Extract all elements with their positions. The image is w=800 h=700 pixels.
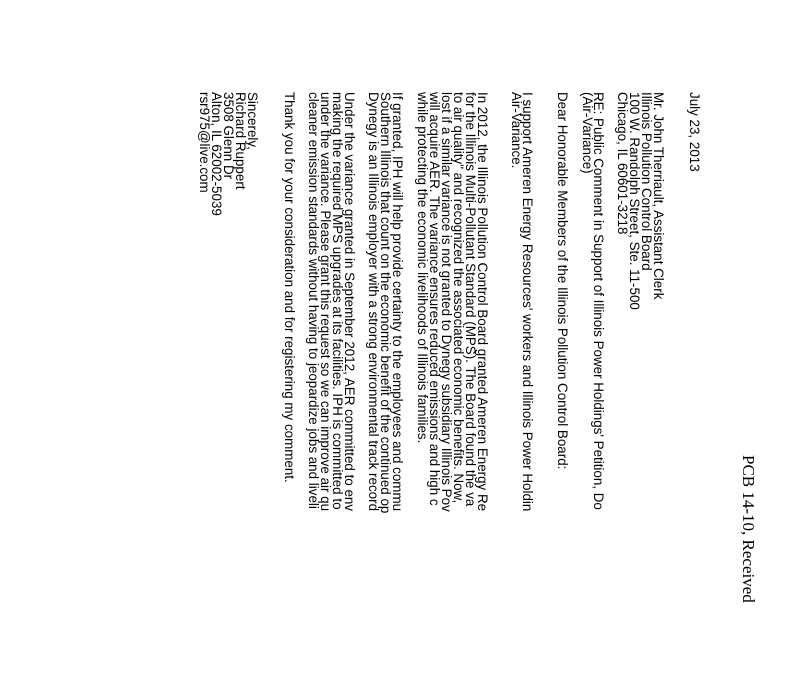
address-line: 100 W. Randolph Street, Ste. 11-500 [627,92,642,310]
body-line: for the Illinois Multi-Pollutant Standard (MPS). The Board found the va [463,92,478,507]
letter-date: July 23, 2013 [687,92,702,172]
body-line: lost if a similar variance is not granted to Dynegy subsidiary Illinois Pov [439,92,454,512]
body-line: Dynegy is an Illinois employer with a strong environmental track record [366,92,381,512]
subject-line: RE: Public Comment in Support of Illinois Power Holdings' Petition, Do [591,92,606,510]
body-line: cleaner emission standards without having to jeopardize jobs and liveli [306,92,321,509]
subject-line: (Air-Variance) [580,92,595,174]
received-stamp: PCB 14-10, Received [739,455,758,603]
intro-line: Air-Variance. [509,92,524,169]
address-line: Mr. John Therriault, Assistant Clerk [651,92,666,300]
body-line: to air quality" and recognized the associated economic benefits. Now, [451,92,466,504]
body-line: making the required MPS upgrades at its facilities. IPH is committed to [330,92,345,510]
signature-line: Sincerely, [245,92,260,150]
address-line: Chicago, IL 60601-3218 [615,92,630,235]
closing-thanks: Thank you for your consideration and for registering my comment. [282,92,297,483]
signature-line: Richard Ruppert [233,92,248,190]
body-line: while protecting the economic livelihoods of Illinois families. [415,92,430,444]
body-line: under the variance. Please grant this request so we can improve air qu [318,92,333,512]
body-line: In 2012, the Illinois Pollution Control Board granted Ameren Energy Re [475,92,490,512]
body-line: will acquire AER. The variance ensures reduced emissions and high c [427,92,442,506]
intro-line: I support Ameren Energy Resources' workers and Illinois Power Holdin [520,92,535,512]
body-line: Southern Illinois that count on the economic benefit of the continued op [378,92,393,514]
body-line: Under the variance granted in September 2012, AER committed to env [342,92,357,512]
signature-line: 3508 Glenn Dr [221,92,236,180]
salutation: Dear Honorable Members of the Illinois Pollution Control Board: [555,92,570,470]
signature-line: rsr975@live.com [197,92,212,193]
body-line: If granted, IPH will help provide certainty to the employees and commu [390,92,405,512]
address-line: Illinois Pollution Control Board [639,92,654,271]
signature-line: Alton, IL 62002-5039 [209,92,224,216]
